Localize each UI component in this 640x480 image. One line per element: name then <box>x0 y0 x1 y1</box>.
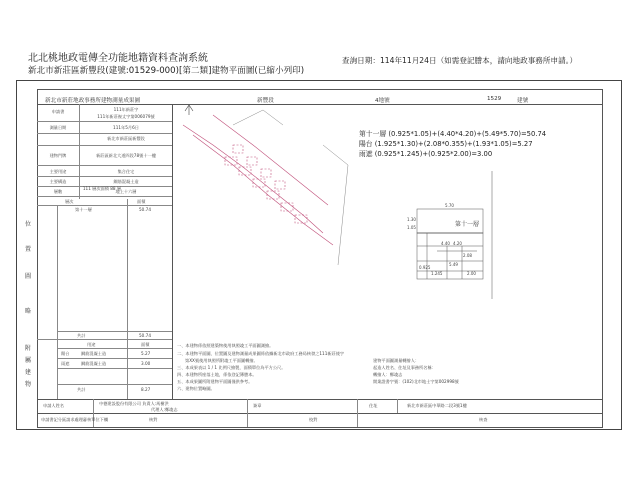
label-structure: 主要構造 <box>49 179 67 184</box>
footer-review-label: 核查 <box>479 417 488 422</box>
acc-vertical-4: 物 <box>24 381 31 388</box>
acc1-name: 陽台 <box>61 351 70 356</box>
note-5: 四、本建物所座落土地，係依登記簿謄本。 <box>177 372 257 377</box>
value-applicant: 111年新莊字 <box>113 107 139 112</box>
acc-header-area: 面積 <box>141 342 150 347</box>
lot-number: 4地號 <box>375 98 390 104</box>
note-2: 二、本建物平面圖、位置圖及建物測量成果圖係依據新北市政府工務局核發之111新莊使字 <box>177 351 345 356</box>
value-issue-date: 111年5月6日 <box>113 125 139 130</box>
acc-header-use: 用途 <box>87 342 96 347</box>
footer-address-value: 新北市新莊區中華路二段3號1樓 <box>407 403 467 408</box>
plan-dim-5: 2.08 <box>463 253 472 258</box>
value-floors-line: 111 層次面積 88 層 <box>82 186 122 191</box>
area-header-floor: 層次 <box>65 199 74 204</box>
right-note-4: 開業證書字號：(102)北市地士字第002998號 <box>373 379 459 384</box>
page-title: 北北桃地政電傳全功能地籍資料查詢系統 <box>28 53 208 64</box>
plan-dim-3: 4.40 <box>441 241 450 246</box>
acc-vertical-3: 建 <box>24 369 31 376</box>
plan-dim-6: 5.49 <box>449 262 458 267</box>
vertical-label-4: 略 <box>24 308 31 315</box>
note-7: 六、建物位置略圖。 <box>177 386 215 391</box>
footer-seal-label: 簽章 <box>253 403 262 408</box>
footer-address-label: 住址 <box>369 403 378 408</box>
plan-label: 第十一層 <box>455 221 480 228</box>
acc2-material: 鋼筋混凝土造 <box>81 361 107 366</box>
acc2-name: 雨遮 <box>61 361 70 366</box>
label-issue-date: 測量日期 <box>49 125 67 130</box>
vertical-label-3: 圖 <box>24 273 31 280</box>
note-1: 一、本建物係依照建築物使用執照竣工平面圖測繪。 <box>177 343 274 348</box>
label-applicant: 申請書 <box>51 109 65 114</box>
plan-dim-9: 2.00 <box>467 271 476 276</box>
location-sketch <box>173 105 353 270</box>
section-name: 新豐段 <box>257 98 274 104</box>
note-6: 五、本成果圖所附建物平面圖僅供參考。 <box>177 379 253 384</box>
footer-applicant-value: 中德建設股份有限公司 負責人:馬樹洪 <box>99 401 169 406</box>
acc-vertical-2: 屬 <box>24 357 31 364</box>
note-4: 三、本成果表以 1 / 1 比例尺繪製，面積單位為平方公尺。 <box>177 365 286 370</box>
acc1-area: 5.27 <box>141 351 151 356</box>
acc1-material: 鋼筋混凝土造 <box>81 351 107 356</box>
acc-total-label: 共計 <box>77 387 86 392</box>
note-3: 第XX號使用執照所附竣工平面圖轉繪。 <box>185 358 258 363</box>
footer-agent-value: 代理人:鄭竣志 <box>151 407 178 412</box>
plan-dim-1: 5.70 <box>445 203 454 208</box>
value-survey-no: 111年新莊複丈字第006079號 <box>97 114 155 119</box>
right-note-2: 起造人姓名、住址及事務所名稱： <box>373 365 436 370</box>
calc-floor: 第十一層 (0.925*1.05)+(4.40*4.20)+(5.49*5.70)=50.74 <box>359 130 547 138</box>
plan-dim-7: 0.925 <box>419 265 431 270</box>
value-structure: 鋼筋混凝土造 <box>113 179 139 184</box>
plan-dim-8: 1.245 <box>431 271 443 276</box>
area-header-area: 面積 <box>137 199 146 204</box>
building-number: 1529 <box>487 96 502 102</box>
value-floors: 地上十六層 <box>115 189 137 194</box>
vertical-label-1: 位 <box>24 221 31 228</box>
right-note-1: 建物平面圖測量轉繪人： <box>373 358 420 363</box>
area-floor-value: 50.74 <box>139 207 151 212</box>
query-date: 查詢日期：114年11月24日（如需登記謄本，請向地政事務所申請。） <box>342 56 578 65</box>
footer-check-label: 核對 <box>149 417 158 422</box>
plan-dim-4: 4.20 <box>453 241 462 246</box>
page-subtitle: 新北市新莊區新豐段(建號:01529-000)[第二類]建物平面圖(已縮小列印) <box>28 66 305 76</box>
floor-plan <box>397 171 597 301</box>
area-floor-row: 第十一層 <box>75 207 92 212</box>
value-address: 新莊區新北大道四段78號十一樓 <box>96 153 156 158</box>
value-address-line: 新北市新莊區新豐段 <box>107 136 145 141</box>
footer-applicant-label: 申請人姓名 <box>43 403 64 408</box>
vertical-label-2: 置 <box>24 246 31 253</box>
right-note-3: 轉繪人：鄭竣志 <box>373 372 403 377</box>
total-label: 共計 <box>77 333 86 338</box>
value-main-use: 集合住宅 <box>117 169 135 174</box>
survey-sheet <box>16 80 622 430</box>
label-address: 建物門牌 <box>49 153 67 158</box>
label-floors: 層數 <box>53 189 63 194</box>
acc-total-value: 8.27 <box>141 387 151 392</box>
office-title: 新北市新莊地政事務所建物測量成果圖 <box>45 98 141 104</box>
acc-vertical-1: 附 <box>24 345 31 352</box>
plan-dim-0: 1.30 <box>407 217 416 222</box>
calc-eave: 雨遮 (0.925*1.245)+(0.925*2.00)=3.00 <box>359 150 493 158</box>
plan-dim-2: 1.05 <box>407 225 416 230</box>
label-main-use: 主要用途 <box>49 169 67 174</box>
footer-clerk-label: 校對 <box>309 417 318 422</box>
building-number-suffix: 建號 <box>517 98 529 104</box>
acc2-area: 3.00 <box>141 361 151 366</box>
total-value: 50.74 <box>139 333 151 338</box>
footer-row2-label: 申請書記分區請求處理審核單位下欄 <box>41 417 109 422</box>
calc-balcony: 陽台 (1.925*1.30)+(2.08*0.355)+(1.93*1.05)=5.27 <box>359 140 533 148</box>
